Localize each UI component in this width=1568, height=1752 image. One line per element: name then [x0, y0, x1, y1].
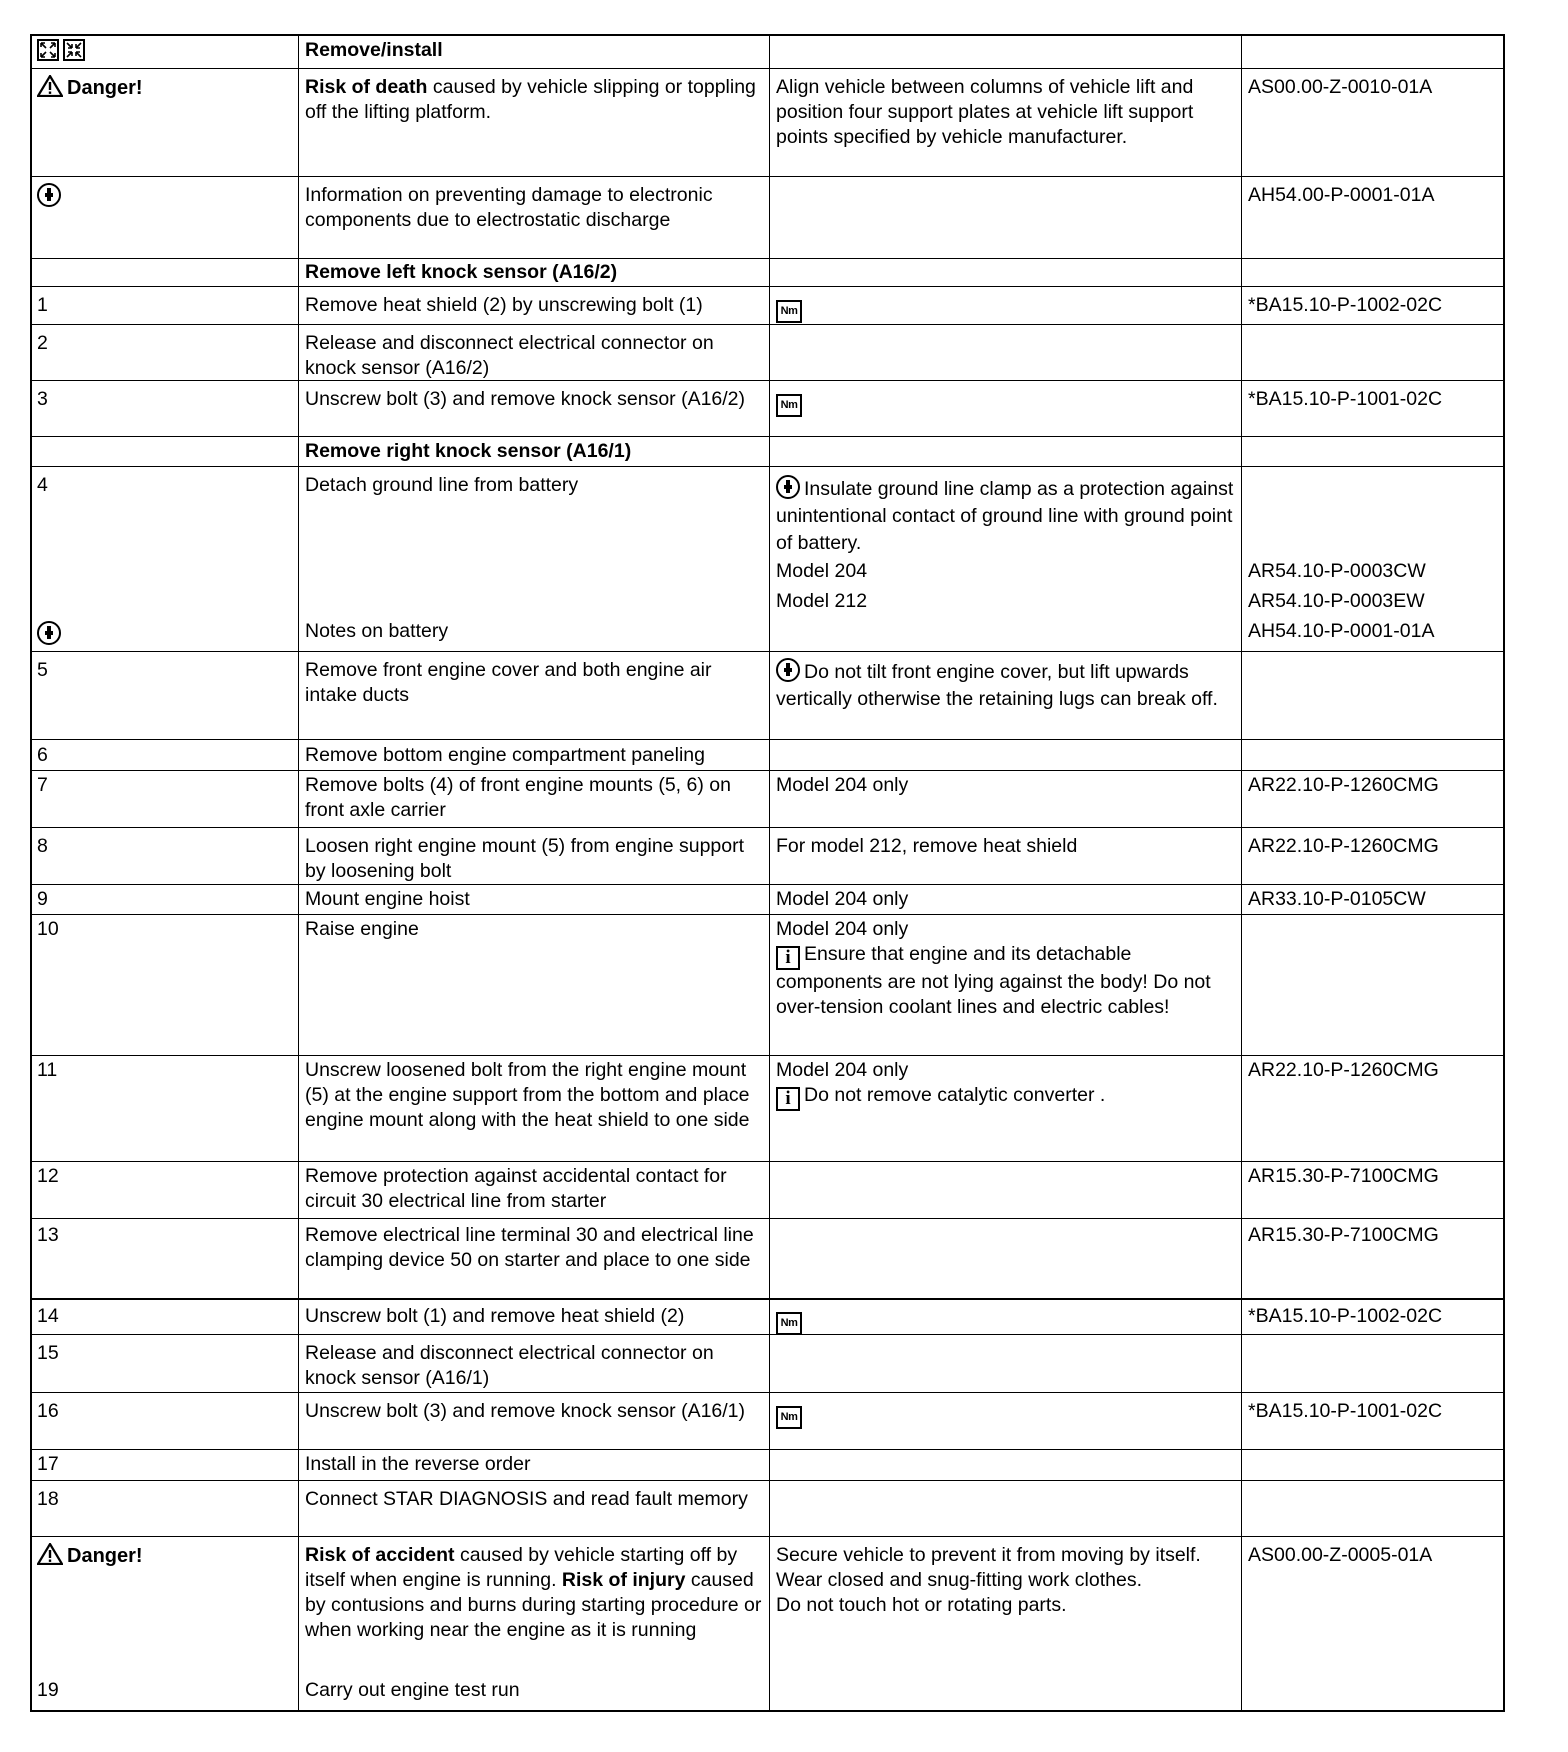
step-note: Model 204 only — [776, 918, 909, 940]
risk-text: Risk of accident caused by vehicle starting off by itself when engine is running. Risk of injury caused by contusions and burns during starting procedure or when working near the engine as it is running — [305, 1544, 762, 1641]
procedure-title: Remove/install — [305, 39, 443, 61]
step-row — [32, 1393, 1503, 1450]
battery-notes-text: Notes on battery — [305, 620, 449, 642]
step-text: Raise engine — [305, 918, 419, 940]
step-note: Model 204 only — [776, 774, 909, 796]
torque-nm-icon[interactable]: Nm — [776, 1312, 802, 1334]
torque-nm-icon[interactable]: Nm — [776, 394, 802, 417]
step-number: 8 — [37, 835, 48, 857]
step-row — [32, 1300, 1503, 1335]
danger-row-2 — [32, 1537, 1503, 1710]
reference-link[interactable]: AR54.10-P-0003EW — [1248, 590, 1425, 612]
warning-triangle-icon — [37, 1543, 63, 1572]
danger-label: Danger! — [67, 77, 143, 99]
step-number: 13 — [37, 1224, 59, 1246]
step-text: Unscrew bolt (1) and remove heat shield (2) — [305, 1305, 685, 1327]
risk-text: Risk of death caused by vehicle slipping or toppling off the lifting platform. — [305, 76, 756, 123]
reference-link[interactable]: AR54.10-P-0003CW — [1248, 560, 1426, 582]
info-icon: i — [776, 946, 800, 970]
step-text: Unscrew loosened bolt from the right engine mount (5) at the engine support from the bottom and place engine mount along with the heat shield to one side — [305, 1059, 750, 1131]
step-row — [32, 828, 1503, 885]
reference-link[interactable]: AR22.10-P-1260CMG — [1248, 774, 1439, 796]
step-row — [32, 325, 1503, 381]
step-number: 19 — [37, 1679, 59, 1701]
section-heading-row — [32, 437, 1503, 467]
step-text: Remove electrical line terminal 30 and electrical line clamping device 50 on starter and place to one side — [305, 1224, 754, 1271]
step-number: 16 — [37, 1400, 59, 1422]
section-heading: Remove right knock sensor (A16/1) — [305, 440, 632, 462]
step-number: 7 — [37, 774, 48, 796]
step-row — [32, 1219, 1503, 1300]
reference-link[interactable]: *BA15.10-P-1002-02C — [1248, 1305, 1443, 1327]
column-divider — [1241, 36, 1242, 1710]
step-row — [32, 1056, 1503, 1162]
step-text: Carry out engine test run — [305, 1679, 520, 1701]
step-note: For model 212, remove heat shield — [776, 835, 1078, 857]
step-note: Insulate ground line clamp as a protection against unintentional contact of ground line with ground point of battery. — [776, 478, 1234, 554]
step-row — [32, 740, 1503, 771]
reference-link[interactable]: AR15.30-P-7100CMG — [1248, 1165, 1439, 1187]
step-row — [32, 885, 1503, 915]
step-number: 3 — [37, 388, 48, 410]
esd-notice-icon — [776, 475, 800, 499]
info-icon: i — [776, 1087, 800, 1111]
esd-notice-icon — [37, 183, 61, 207]
step-note: Model 204 only — [776, 1059, 909, 1081]
step-note: Do not tilt front engine cover, but lift upwards vertically otherwise the retaining lugs can break off. — [776, 661, 1218, 710]
reference-link[interactable]: AH54.10-P-0001-01A — [1248, 620, 1435, 642]
step-text: Release and disconnect electrical connector on knock sensor (A16/2) — [305, 332, 714, 379]
step-row — [32, 381, 1503, 437]
step-number: 12 — [37, 1165, 59, 1187]
column-divider — [298, 36, 299, 1710]
step-text: Remove heat shield (2) by unscrewing bolt (1) — [305, 294, 703, 316]
procedure-table — [30, 34, 1505, 1712]
expand-icon — [37, 39, 59, 61]
reference-link[interactable]: AH54.00-P-0001-01A — [1248, 184, 1435, 206]
step-number: 5 — [37, 659, 48, 681]
reference-link[interactable]: AR15.30-P-7100CMG — [1248, 1224, 1439, 1246]
reference-link[interactable]: AS00.00-Z-0005-01A — [1248, 1544, 1433, 1566]
step-text: Release and disconnect electrical connector on knock sensor (A16/1) — [305, 1342, 714, 1389]
esd-text: Information on preventing damage to electronic components due to electrostatic discharge — [305, 184, 713, 231]
step-number: 4 — [37, 474, 48, 496]
step-text: Loosen right engine mount (5) from engine support by loosening bolt — [305, 835, 745, 882]
step-row — [32, 652, 1503, 740]
step-number: 1 — [37, 294, 48, 316]
torque-nm-icon[interactable]: Nm — [776, 300, 802, 323]
step-note: Ensure that engine and its detachable components are not lying against the body! Do not over-tension coolant lines and electric cables! — [776, 943, 1211, 1018]
reference-link[interactable]: *BA15.10-P-1001-02C — [1248, 1400, 1443, 1422]
step-row — [32, 1335, 1503, 1393]
column-divider — [769, 36, 770, 1710]
step-text: Unscrew bolt (3) and remove knock sensor (A16/2) — [305, 388, 746, 410]
safety-action: Do not touch hot or rotating parts. — [776, 1594, 1067, 1616]
step-text: Detach ground line from battery — [305, 474, 579, 496]
step-number: 17 — [37, 1453, 59, 1475]
step-row — [32, 1481, 1503, 1537]
collapse-icon — [63, 39, 85, 61]
step-row — [32, 1162, 1503, 1219]
step-text: Remove bottom engine compartment paneling — [305, 744, 705, 766]
step-number: 6 — [37, 744, 48, 766]
step-row — [32, 1450, 1503, 1481]
step-text: Install in the reverse order — [305, 1453, 531, 1475]
step-text: Remove protection against accidental contact for circuit 30 electrical line from starter — [305, 1165, 727, 1212]
step-number: 15 — [37, 1342, 59, 1364]
step-text: Remove front engine cover and both engine air intake ducts — [305, 659, 712, 706]
model-label: Model 212 — [776, 590, 868, 612]
step-number: 10 — [37, 918, 59, 940]
esd-info-row — [32, 177, 1503, 259]
reference-link[interactable]: *BA15.10-P-1002-02C — [1248, 294, 1443, 316]
warning-triangle-icon — [37, 75, 63, 104]
safety-action: Wear closed and snug-fitting work clothes. — [776, 1569, 1142, 1591]
step-number: 9 — [37, 888, 48, 910]
reference-link[interactable]: AR33.10-P-0105CW — [1248, 888, 1426, 910]
esd-notice-icon — [776, 658, 800, 682]
reference-link[interactable]: AR22.10-P-1260CMG — [1248, 1059, 1439, 1081]
safety-action: Secure vehicle to prevent it from moving by itself. — [776, 1544, 1201, 1566]
model-label: Model 204 — [776, 560, 868, 582]
step-row — [32, 915, 1503, 1056]
section-heading-row — [32, 259, 1503, 287]
step-number: 11 — [37, 1059, 58, 1081]
step-text: Mount engine hoist — [305, 888, 470, 910]
safety-action: Align vehicle between columns of vehicle lift and position four support plates at vehicle lift support points specified by vehicle manufacturer. — [776, 76, 1194, 148]
step-row — [32, 467, 1503, 652]
reference-link[interactable]: AS00.00-Z-0010-01A — [1248, 76, 1433, 98]
step-text: Unscrew bolt (3) and remove knock sensor (A16/1) — [305, 1400, 746, 1422]
reference-link[interactable]: *BA15.10-P-1001-02C — [1248, 388, 1443, 410]
torque-nm-icon[interactable]: Nm — [776, 1406, 802, 1429]
battery-notice-icon — [37, 621, 61, 645]
step-row — [32, 287, 1503, 325]
step-note: Do not remove catalytic converter . — [804, 1084, 1106, 1106]
step-note: Model 204 only — [776, 888, 909, 910]
step-row — [32, 771, 1503, 828]
step-number: 2 — [37, 332, 48, 354]
step-text: Connect STAR DIAGNOSIS and read fault memory — [305, 1488, 748, 1510]
reference-link[interactable]: AR22.10-P-1260CMG — [1248, 835, 1439, 857]
step-number: 18 — [37, 1488, 59, 1510]
section-heading: Remove left knock sensor (A16/2) — [305, 261, 618, 283]
step-number: 14 — [37, 1305, 59, 1327]
danger-row-1 — [32, 69, 1503, 177]
danger-label: Danger! — [67, 1545, 143, 1567]
table-header-row — [32, 36, 1503, 69]
step-text: Remove bolts (4) of front engine mounts (5, 6) on front axle carrier — [305, 774, 731, 821]
